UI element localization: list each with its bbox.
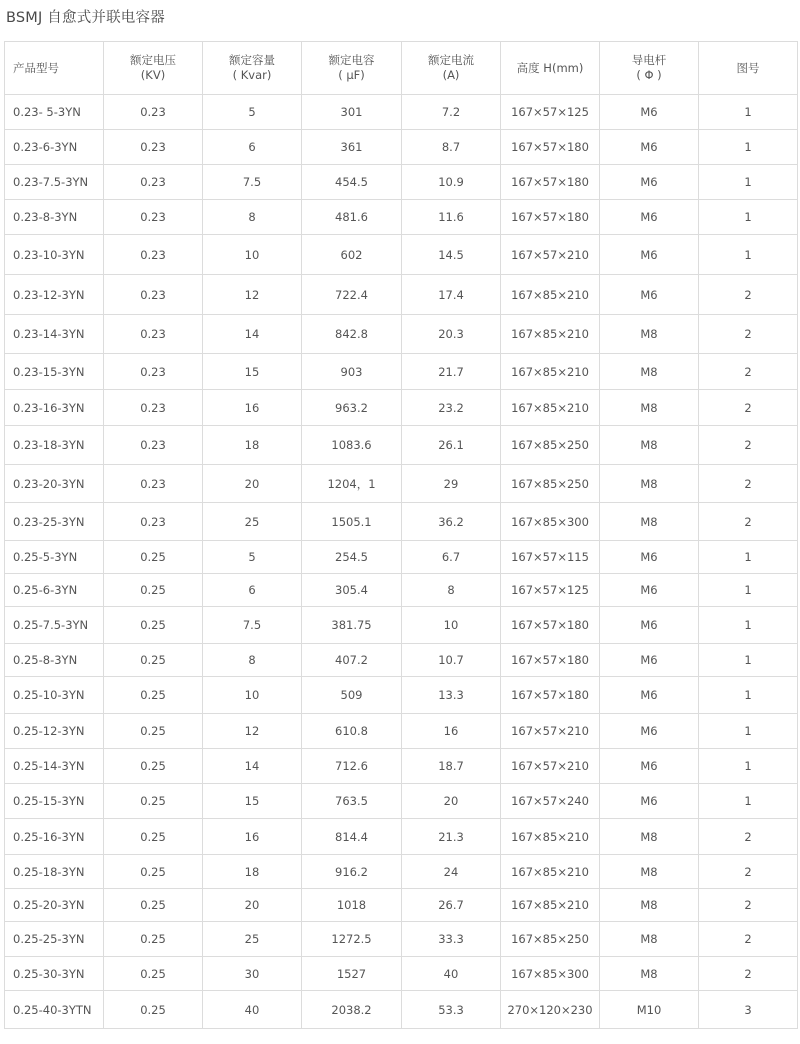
cell-terminal: M6 — [600, 95, 699, 130]
cell-terminal: M6 — [600, 235, 699, 275]
cell-capacity: 7.5 — [203, 607, 302, 644]
cell-model: 0.23-25-3YN — [5, 503, 104, 541]
cell-capacitance: 305.4 — [302, 574, 402, 607]
cell-figure: 2 — [699, 315, 798, 354]
cell-figure: 1 — [699, 200, 798, 235]
cell-model: 0.25-20-3YN — [5, 889, 104, 922]
cell-terminal: M6 — [600, 644, 699, 677]
table-row — [5, 165, 798, 200]
cell-capacity: 18 — [203, 426, 302, 465]
cell-capacity: 10 — [203, 677, 302, 714]
table-row — [5, 354, 798, 390]
cell-voltage: 0.23 — [104, 315, 203, 354]
cell-voltage: 0.25 — [104, 922, 203, 957]
cell-voltage: 0.23 — [104, 235, 203, 275]
cell-model: 0.25-5-3YN — [5, 541, 104, 574]
cell-figure: 1 — [699, 784, 798, 819]
cell-capacity: 25 — [203, 922, 302, 957]
cell-capacity: 5 — [203, 95, 302, 130]
cell-terminal: M6 — [600, 200, 699, 235]
cell-figure: 1 — [699, 541, 798, 574]
cell-model: 0.23-12-3YN — [5, 275, 104, 315]
table-row — [5, 677, 798, 714]
cell-capacity: 8 — [203, 200, 302, 235]
cell-capacity: 14 — [203, 749, 302, 784]
cell-current: 26.7 — [402, 889, 501, 922]
cell-terminal: M8 — [600, 819, 699, 855]
cell-figure: 2 — [699, 503, 798, 541]
cell-dimensions: 167×85×210 — [501, 390, 600, 426]
cell-voltage: 0.23 — [104, 130, 203, 165]
cell-capacity: 20 — [203, 465, 302, 503]
cell-capacity: 14 — [203, 315, 302, 354]
cell-current: 20 — [402, 784, 501, 819]
cell-figure: 2 — [699, 390, 798, 426]
column-header-unit: (KV) — [140, 68, 166, 82]
column-header-figure — [699, 42, 798, 95]
cell-capacity: 20 — [203, 889, 302, 922]
cell-terminal: M6 — [600, 275, 699, 315]
cell-current: 8.7 — [402, 130, 501, 165]
cell-model: 0.25-12-3YN — [5, 714, 104, 749]
cell-model: 0.23-14-3YN — [5, 315, 104, 354]
cell-capacity: 8 — [203, 644, 302, 677]
cell-current: 40 — [402, 957, 501, 991]
cell-terminal: M8 — [600, 922, 699, 957]
cell-dimensions: 167×57×210 — [501, 749, 600, 784]
cell-figure: 2 — [699, 354, 798, 390]
cell-voltage: 0.25 — [104, 819, 203, 855]
cell-voltage: 0.23 — [104, 390, 203, 426]
cell-capacity: 10 — [203, 235, 302, 275]
cell-voltage: 0.25 — [104, 714, 203, 749]
cell-capacity: 40 — [203, 991, 302, 1029]
cell-current: 10.7 — [402, 644, 501, 677]
cell-terminal: M6 — [600, 607, 699, 644]
cell-model: 0.25-7.5-3YN — [5, 607, 104, 644]
cell-current: 33.3 — [402, 922, 501, 957]
cell-model: 0.25-16-3YN — [5, 819, 104, 855]
table-row — [5, 95, 798, 130]
cell-capacitance: 763.5 — [302, 784, 402, 819]
cell-figure: 1 — [699, 677, 798, 714]
cell-voltage: 0.23 — [104, 275, 203, 315]
table-row — [5, 390, 798, 426]
column-header-current — [402, 42, 501, 95]
cell-figure: 2 — [699, 819, 798, 855]
cell-voltage: 0.23 — [104, 426, 203, 465]
column-header-label: 额定电流 — [428, 53, 474, 67]
cell-figure: 1 — [699, 749, 798, 784]
cell-capacitance: 963.2 — [302, 390, 402, 426]
cell-current: 26.1 — [402, 426, 501, 465]
cell-terminal: M6 — [600, 749, 699, 784]
column-header-label: 导电杆 — [631, 53, 667, 67]
cell-figure: 1 — [699, 574, 798, 607]
cell-capacitance: 301 — [302, 95, 402, 130]
table-row — [5, 607, 798, 644]
cell-figure: 1 — [699, 235, 798, 275]
cell-capacity: 16 — [203, 390, 302, 426]
table-row — [5, 275, 798, 315]
cell-terminal: M8 — [600, 465, 699, 503]
cell-voltage: 0.25 — [104, 541, 203, 574]
cell-terminal: M6 — [600, 130, 699, 165]
cell-terminal: M8 — [600, 390, 699, 426]
table-row — [5, 855, 798, 889]
cell-model: 0.25-25-3YN — [5, 922, 104, 957]
cell-model: 0.23-18-3YN — [5, 426, 104, 465]
table-row — [5, 714, 798, 749]
cell-dimensions: 167×57×210 — [501, 235, 600, 275]
cell-dimensions: 167×57×180 — [501, 644, 600, 677]
cell-model: 0.23-15-3YN — [5, 354, 104, 390]
cell-terminal: M6 — [600, 784, 699, 819]
cell-dimensions: 167×57×125 — [501, 574, 600, 607]
column-header-label: 高度 H(mm) — [516, 60, 584, 75]
cell-current: 36.2 — [402, 503, 501, 541]
column-header-label: 图号 — [736, 60, 760, 75]
cell-figure: 2 — [699, 889, 798, 922]
column-header-unit: ( μF) — [338, 68, 365, 82]
cell-figure: 2 — [699, 855, 798, 889]
cell-dimensions: 167×57×240 — [501, 784, 600, 819]
cell-capacity: 15 — [203, 354, 302, 390]
cell-dimensions: 167×85×210 — [501, 275, 600, 315]
cell-current: 14.5 — [402, 235, 501, 275]
cell-dimensions: 167×85×210 — [501, 819, 600, 855]
cell-model: 0.25-30-3YN — [5, 957, 104, 991]
cell-terminal: M8 — [600, 426, 699, 465]
cell-capacitance: 842.8 — [302, 315, 402, 354]
table-row — [5, 426, 798, 465]
cell-capacitance: 407.2 — [302, 644, 402, 677]
cell-figure: 2 — [699, 922, 798, 957]
cell-capacitance: 1204，1 — [302, 465, 402, 503]
table-row — [5, 957, 798, 991]
column-header-voltage — [104, 42, 203, 95]
cell-voltage: 0.23 — [104, 354, 203, 390]
cell-model: 0.25-40-3YTN — [5, 991, 104, 1029]
cell-figure: 2 — [699, 465, 798, 503]
cell-current: 6.7 — [402, 541, 501, 574]
column-header-label: 产品型号 — [13, 60, 59, 75]
cell-model: 0.23-8-3YN — [5, 200, 104, 235]
cell-model: 0.23-6-3YN — [5, 130, 104, 165]
cell-terminal: M8 — [600, 957, 699, 991]
cell-capacitance: 610.8 — [302, 714, 402, 749]
cell-figure: 1 — [699, 714, 798, 749]
cell-dimensions: 167×57×125 — [501, 95, 600, 130]
table-row — [5, 991, 798, 1029]
cell-figure: 2 — [699, 275, 798, 315]
cell-capacity: 7.5 — [203, 165, 302, 200]
cell-capacitance: 2038.2 — [302, 991, 402, 1029]
cell-model: 0.25-8-3YN — [5, 644, 104, 677]
cell-model: 0.23-10-3YN — [5, 235, 104, 275]
table-row — [5, 465, 798, 503]
cell-current: 21.3 — [402, 819, 501, 855]
cell-capacity: 6 — [203, 574, 302, 607]
cell-dimensions: 167×57×180 — [501, 200, 600, 235]
table-row — [5, 315, 798, 354]
cell-current: 10.9 — [402, 165, 501, 200]
cell-terminal: M6 — [600, 714, 699, 749]
cell-dimensions: 167×85×300 — [501, 503, 600, 541]
cell-current: 23.2 — [402, 390, 501, 426]
cell-current: 29 — [402, 465, 501, 503]
column-header-label: 额定电容 — [328, 53, 375, 67]
cell-capacitance: 712.6 — [302, 749, 402, 784]
column-header-label: 额定电压 — [130, 53, 176, 67]
cell-model: 0.25-14-3YN — [5, 749, 104, 784]
cell-capacitance: 903 — [302, 354, 402, 390]
column-header-model — [5, 42, 104, 95]
page-title: BSMJ 自愈式并联电容器 — [6, 10, 165, 26]
cell-capacitance: 1527 — [302, 957, 402, 991]
cell-capacitance: 602 — [302, 235, 402, 275]
cell-voltage: 0.23 — [104, 200, 203, 235]
cell-current: 18.7 — [402, 749, 501, 784]
table-body — [5, 95, 798, 1029]
cell-capacitance: 454.5 — [302, 165, 402, 200]
cell-current: 17.4 — [402, 275, 501, 315]
table-row — [5, 130, 798, 165]
cell-capacity: 16 — [203, 819, 302, 855]
cell-figure: 1 — [699, 165, 798, 200]
cell-dimensions: 167×85×250 — [501, 465, 600, 503]
cell-voltage: 0.25 — [104, 677, 203, 714]
cell-capacity: 12 — [203, 714, 302, 749]
cell-dimensions: 167×85×210 — [501, 855, 600, 889]
cell-terminal: M8 — [600, 503, 699, 541]
cell-terminal: M8 — [600, 315, 699, 354]
table-row — [5, 574, 798, 607]
cell-current: 53.3 — [402, 991, 501, 1029]
cell-terminal: M8 — [600, 889, 699, 922]
cell-capacity: 30 — [203, 957, 302, 991]
cell-dimensions: 167×85×210 — [501, 889, 600, 922]
cell-capacity: 6 — [203, 130, 302, 165]
cell-voltage: 0.25 — [104, 749, 203, 784]
table-row — [5, 503, 798, 541]
cell-dimensions: 167×57×180 — [501, 165, 600, 200]
spec-table — [4, 41, 798, 1029]
cell-terminal: M6 — [600, 677, 699, 714]
cell-capacitance: 254.5 — [302, 541, 402, 574]
cell-terminal: M8 — [600, 855, 699, 889]
column-header-dimensions — [501, 42, 600, 95]
cell-capacitance: 1018 — [302, 889, 402, 922]
cell-current: 10 — [402, 607, 501, 644]
cell-dimensions: 167×57×115 — [501, 541, 600, 574]
cell-model: 0.25-10-3YN — [5, 677, 104, 714]
cell-capacitance: 361 — [302, 130, 402, 165]
table-row — [5, 541, 798, 574]
cell-terminal: M6 — [600, 574, 699, 607]
cell-model: 0.25-18-3YN — [5, 855, 104, 889]
cell-current: 13.3 — [402, 677, 501, 714]
cell-current: 21.7 — [402, 354, 501, 390]
table-row — [5, 644, 798, 677]
cell-model: 0.23-16-3YN — [5, 390, 104, 426]
table-row — [5, 784, 798, 819]
cell-voltage: 0.23 — [104, 465, 203, 503]
cell-terminal: M6 — [600, 165, 699, 200]
column-header-capacity — [203, 42, 302, 95]
cell-dimensions: 167×57×180 — [501, 677, 600, 714]
cell-capacity: 5 — [203, 541, 302, 574]
cell-capacity: 18 — [203, 855, 302, 889]
cell-model: 0.23- 5-3YN — [5, 95, 104, 130]
cell-capacitance: 916.2 — [302, 855, 402, 889]
cell-capacity: 15 — [203, 784, 302, 819]
cell-dimensions: 167×85×250 — [501, 426, 600, 465]
cell-current: 20.3 — [402, 315, 501, 354]
cell-terminal: M10 — [600, 991, 699, 1029]
cell-capacitance: 381.75 — [302, 607, 402, 644]
cell-voltage: 0.23 — [104, 165, 203, 200]
cell-figure: 3 — [699, 991, 798, 1029]
cell-voltage: 0.25 — [104, 784, 203, 819]
cell-dimensions: 167×85×210 — [501, 315, 600, 354]
cell-figure: 1 — [699, 95, 798, 130]
cell-dimensions: 167×57×180 — [501, 607, 600, 644]
cell-figure: 1 — [699, 644, 798, 677]
cell-figure: 1 — [699, 130, 798, 165]
column-header-terminal — [600, 42, 699, 95]
cell-dimensions: 167×85×250 — [501, 922, 600, 957]
cell-capacity: 12 — [203, 275, 302, 315]
cell-current: 11.6 — [402, 200, 501, 235]
cell-capacitance: 1272.5 — [302, 922, 402, 957]
cell-figure: 2 — [699, 426, 798, 465]
cell-voltage: 0.25 — [104, 574, 203, 607]
cell-model: 0.23-7.5-3YN — [5, 165, 104, 200]
table-row — [5, 235, 798, 275]
column-header-unit: (A) — [442, 68, 460, 82]
column-header-label: 额定容量 — [229, 53, 275, 67]
cell-capacitance: 509 — [302, 677, 402, 714]
cell-model: 0.23-20-3YN — [5, 465, 104, 503]
table-row — [5, 819, 798, 855]
table-row — [5, 889, 798, 922]
cell-dimensions: 167×85×300 — [501, 957, 600, 991]
cell-capacitance: 722.4 — [302, 275, 402, 315]
cell-voltage: 0.25 — [104, 991, 203, 1029]
column-header-unit: ( Φ ) — [636, 68, 662, 82]
header-row — [5, 42, 798, 95]
cell-voltage: 0.25 — [104, 855, 203, 889]
table-row — [5, 922, 798, 957]
cell-voltage: 0.25 — [104, 607, 203, 644]
column-header-capacitance — [302, 42, 402, 95]
cell-capacitance: 1083.6 — [302, 426, 402, 465]
column-header-unit: ( Kvar) — [232, 68, 272, 82]
cell-capacity: 25 — [203, 503, 302, 541]
cell-current: 24 — [402, 855, 501, 889]
cell-voltage: 0.23 — [104, 503, 203, 541]
cell-dimensions: 270×120×230 — [501, 991, 600, 1029]
cell-figure: 1 — [699, 607, 798, 644]
cell-current: 16 — [402, 714, 501, 749]
cell-terminal: M6 — [600, 541, 699, 574]
cell-dimensions: 167×57×180 — [501, 130, 600, 165]
cell-current: 7.2 — [402, 95, 501, 130]
cell-voltage: 0.25 — [104, 957, 203, 991]
cell-voltage: 0.25 — [104, 644, 203, 677]
table-row — [5, 749, 798, 784]
cell-current: 8 — [402, 574, 501, 607]
cell-terminal: M8 — [600, 354, 699, 390]
cell-capacitance: 814.4 — [302, 819, 402, 855]
cell-dimensions: 167×85×210 — [501, 354, 600, 390]
cell-capacitance: 1505.1 — [302, 503, 402, 541]
cell-voltage: 0.23 — [104, 95, 203, 130]
cell-voltage: 0.25 — [104, 889, 203, 922]
cell-model: 0.25-15-3YN — [5, 784, 104, 819]
cell-capacitance: 481.6 — [302, 200, 402, 235]
cell-dimensions: 167×57×210 — [501, 714, 600, 749]
cell-figure: 2 — [699, 957, 798, 991]
table-row — [5, 200, 798, 235]
cell-model: 0.25-6-3YN — [5, 574, 104, 607]
